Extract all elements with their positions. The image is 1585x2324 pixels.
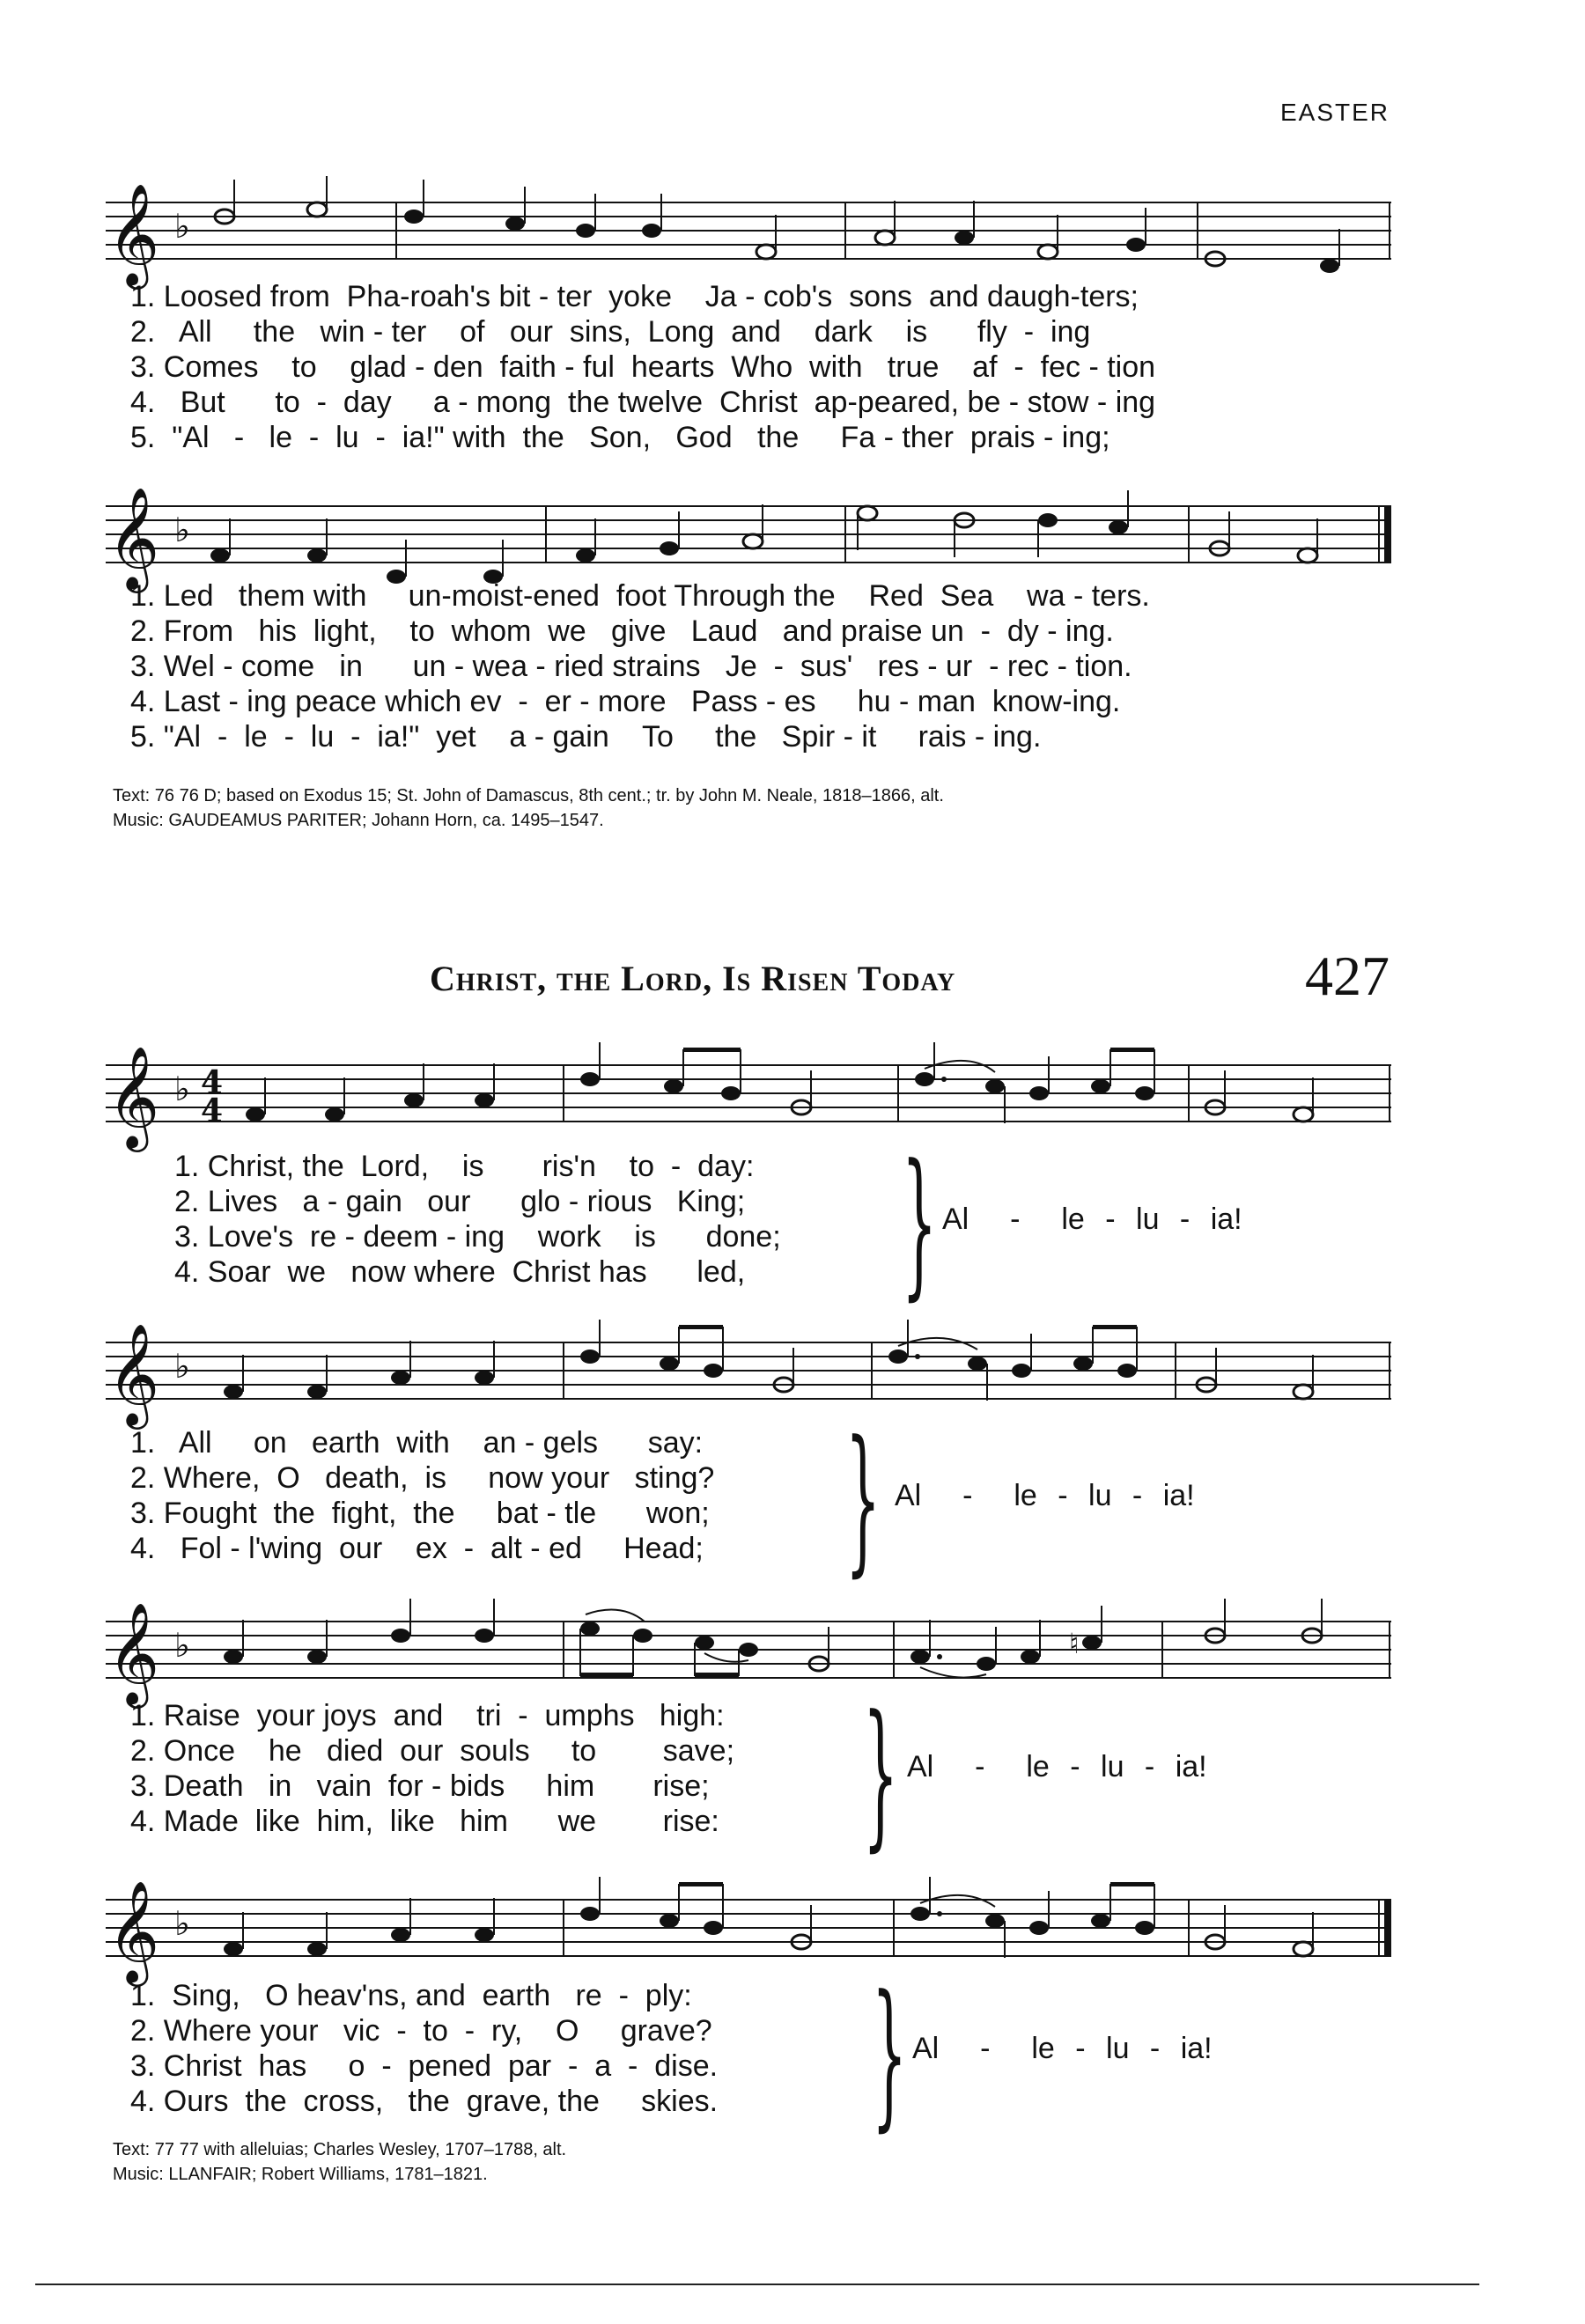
music-staff-4 xyxy=(106,1316,1391,1430)
verse-line: 4. Made like him, like him we rise: xyxy=(130,1805,719,1838)
brace: } xyxy=(845,1408,881,1592)
verse-line: 1. Sing, O heav'ns, and earth re - ply: xyxy=(130,1979,692,2012)
verse-line: 2. All the win - ter of our sins, Long and dark is fly - ing xyxy=(130,315,1091,349)
verse-line: 1. Raise your joys and tri - umphs high: xyxy=(130,1699,725,1732)
svg-text:♭: ♭ xyxy=(174,1347,190,1386)
verse-line: 2. Once he died our souls to save; xyxy=(130,1734,735,1768)
verse-line: 4. But to - day a - mong the twelve Christ ap-peared, be - stow - ing xyxy=(130,386,1156,419)
svg-text:♭: ♭ xyxy=(174,1070,190,1108)
music-staff-5 xyxy=(106,1595,1391,1710)
alleluia-refrain: Al - le - lu - ia! xyxy=(942,1202,1242,1236)
music-staff-3 xyxy=(106,1039,1391,1153)
verse-line: 5. "Al - le - lu - ia!" with the Son, God the Fa - ther prais - ing; xyxy=(130,421,1110,454)
verse-line: 2. Lives a - gain our glo - rious King; xyxy=(174,1185,746,1218)
svg-text:𝄞: 𝄞 xyxy=(107,1045,160,1148)
verse-line: 1. Christ, the Lord, is ris'n to - day: xyxy=(174,1150,755,1183)
verse-line: 1. All on earth with an - gels say: xyxy=(130,1426,704,1460)
music-staff-1 xyxy=(106,176,1391,290)
svg-text:♮: ♮ xyxy=(1069,1627,1080,1660)
verse-line: 4. Ours the cross, the grave, the skies. xyxy=(130,2085,719,2118)
verse-line: 1. Loosed from Pha-roah's bit - ter yoke Ja - cob's sons and daugh-ters; xyxy=(130,280,1139,313)
verse-line: 3. Love's re - deem - ing work is done; xyxy=(174,1220,781,1254)
hymn-number: 427 xyxy=(1305,945,1390,1007)
svg-text:𝄞: 𝄞 xyxy=(107,1601,160,1704)
verse-line: 3. Wel - come in un - wea - ried strains Je - sus' res - ur - rec - tion. xyxy=(130,650,1132,683)
text-credit: Text: 76 76 D; based on Exodus 15; St. John of Damascus, 8th cent.; tr. by John M. Neale, 1818–1866, alt. xyxy=(113,786,944,805)
music-staff-2 xyxy=(106,480,1391,594)
music-credit: Music: GAUDEAMUS PARITER; Johann Horn, ca. 1495–1547. xyxy=(113,811,604,830)
alleluia-refrain: Al - le - lu - ia! xyxy=(907,1750,1207,1783)
brace: } xyxy=(863,1682,899,1866)
verse-line: 1. Led them with un-moist-ened foot Through the Red Sea wa - ters. xyxy=(130,579,1150,613)
music-credit: Music: LLANFAIR; Robert Williams, 1781–1821. xyxy=(113,2165,488,2184)
alleluia-refrain: Al - le - lu - ia! xyxy=(912,2032,1213,2065)
footer-rule xyxy=(35,2284,1479,2285)
verse-line: 4. Fol - l'wing our ex - alt - ed Head; xyxy=(130,1532,704,1565)
verse-line: 4. Soar we now where Christ has led, xyxy=(174,1255,746,1289)
svg-text:𝄞: 𝄞 xyxy=(107,182,160,285)
verse-line: 2. Where your vic - to - ry, O grave? xyxy=(130,2014,712,2048)
svg-text:♭: ♭ xyxy=(174,511,190,549)
verse-line: 2. From his light, to whom we give Laud and praise un - dy - ing. xyxy=(130,614,1114,648)
svg-text:♭: ♭ xyxy=(174,1904,190,1943)
brace: } xyxy=(872,1962,908,2146)
verse-line: 5. "Al - le - lu - ia!" yet a - gain To the Spir - it rais - ing. xyxy=(130,720,1042,754)
verse-line: 3. Comes to glad - den faith - ful hearts Who with true af - fec - tion xyxy=(130,350,1156,384)
text-credit: Text: 77 77 with alleluias; Charles Wesley, 1707–1788, alt. xyxy=(113,2140,567,2159)
svg-text:♭: ♭ xyxy=(174,207,190,246)
svg-text:4: 4 xyxy=(201,1092,224,1129)
brace: } xyxy=(902,1131,938,1315)
svg-text:𝄞: 𝄞 xyxy=(107,1322,160,1425)
svg-text:4: 4 xyxy=(201,1064,224,1101)
svg-text:𝄞: 𝄞 xyxy=(107,486,160,589)
music-staff-6 xyxy=(106,1873,1391,1988)
verse-line: 2. Where, O death, is now your sting? xyxy=(130,1461,715,1495)
verse-line: 3. Death in vain for - bids him rise; xyxy=(130,1769,710,1803)
svg-text:𝄞: 𝄞 xyxy=(107,1879,160,1982)
section-label: EASTER xyxy=(1279,99,1390,126)
verse-line: 4. Last - ing peace which ev - er - more Pass - es hu - man know-ing. xyxy=(130,685,1121,718)
verse-line: 3. Christ has o - pened par - a - dise. xyxy=(130,2049,719,2083)
alleluia-refrain: Al - le - lu - ia! xyxy=(895,1479,1195,1512)
verse-line: 3. Fought the fight, the bat - tle won; xyxy=(130,1497,710,1530)
svg-text:♭: ♭ xyxy=(174,1626,190,1665)
hymn-title: Christ, the Lord, Is Risen Today xyxy=(430,959,956,998)
